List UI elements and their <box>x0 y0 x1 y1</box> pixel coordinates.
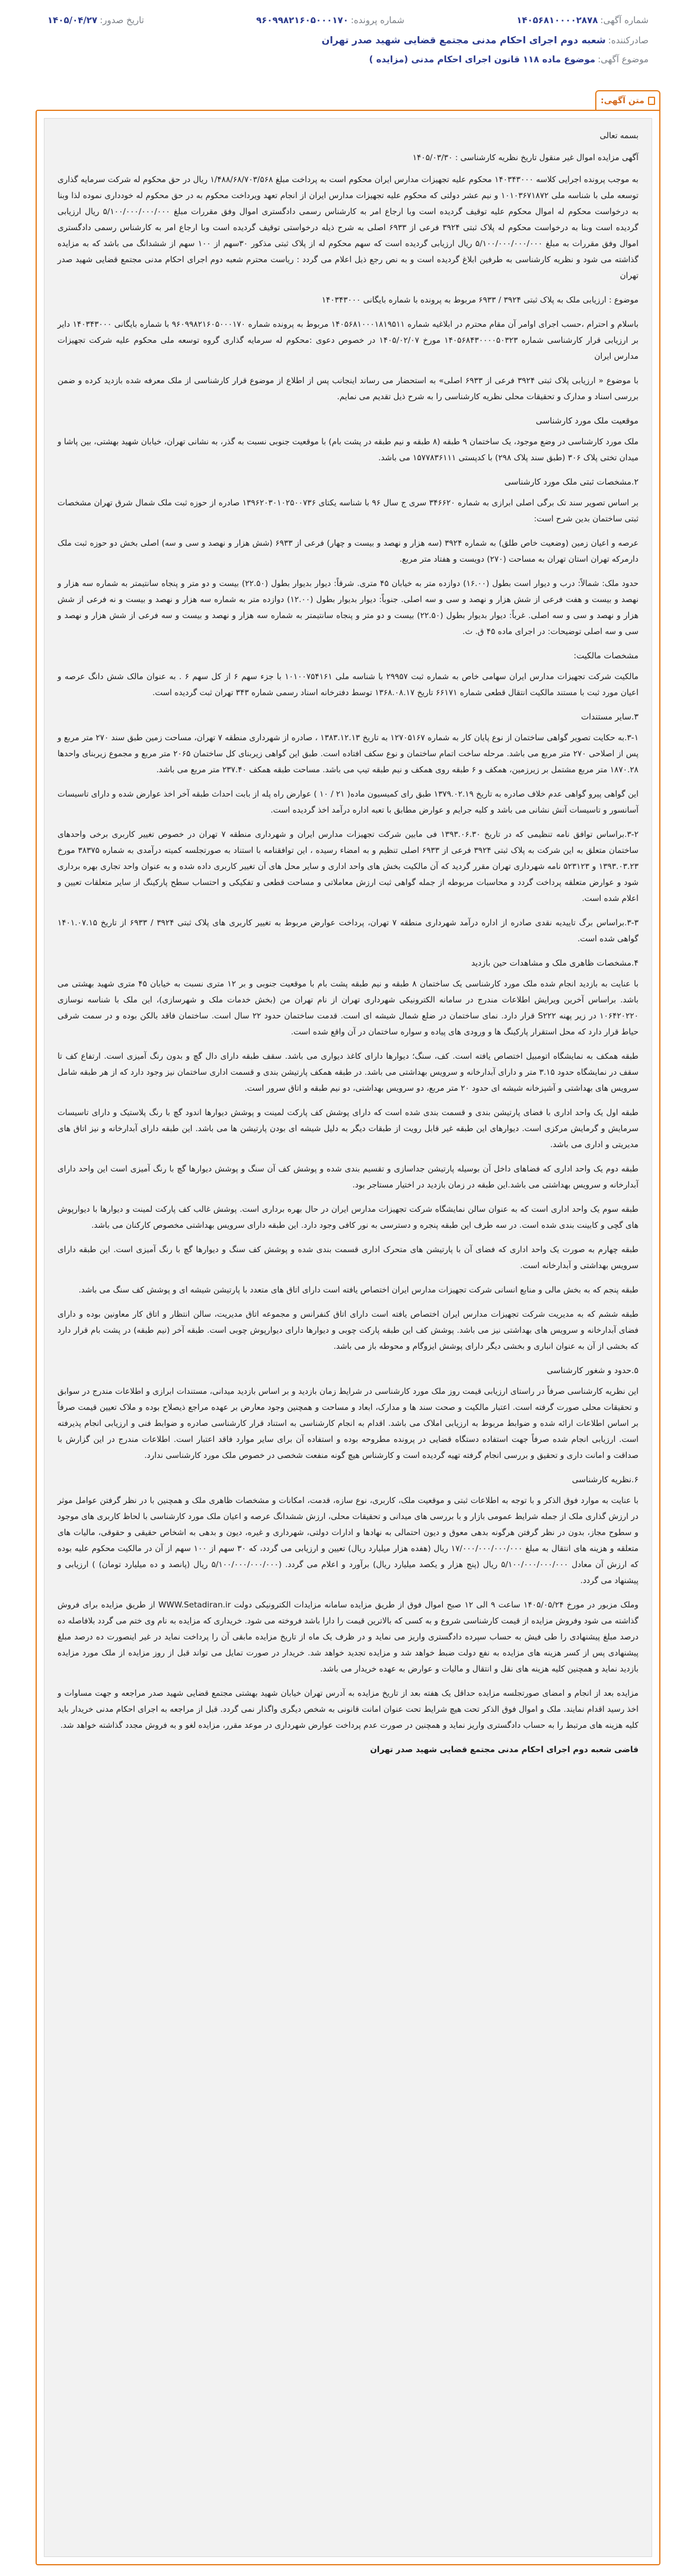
section-location-heading: موقعیت ملک مورد کارشناسی <box>535 416 638 426</box>
paragraph-doc-1: ۳-۱.به حکایت تصویر گواهی ساختمان از نوع پایان کار به شماره ۱۲۷۰۵۱۶۷ به تاریخ ۱۳۸۳.۱۲.۱۳ ، صادره از شهرداری منطقه ۷ تهران، مساحت زمین طبق سند ۲۷۰ متر مربع و پس از اصلاحی ۲۷۰ متر مربع می باشد. مرحله ساخت اتمام ساختمان و نوع سکف افتاده است. طبق این گواهی زیربنای کل ساختمان ۲۰۶۵ متر مربع و مجموع زیربنای واحدها ۱۸۷۰.۲۸ متر مربع مشتمل بر زیرزمین، همکف و ۶ طبقه روی همکف و نیم طبقه تیپ می باشد. مساحت طبقه همکف ۲۳۷.۴۰ متر مربع می باشد. <box>58 733 638 775</box>
header-row-1 <box>47 11 649 30</box>
issuer-value: شعبه دوم اجرای احکام مدنی مجتمع قضایی شهید صدر تهران <box>321 34 606 46</box>
paragraph-doc-2: این گواهی پیرو گواهی عدم خلاف صادره به تاریخ ۱۳۷۹.۰۲.۱۹ طبق رای کمیسیون ماده( ۲۱ / ۱۰ ) عوارض راه پله از بابت احداث طبقه آخر اخذ عوارض شده و دارای تاسیسات آسانسور و تاسیسات آتش نشانی می باشد و کلیه جرایم و عوارض مطابق با تعبه اداره درآمد اخذ گردیده است. <box>58 789 638 815</box>
paragraph-floor-4: طبقه چهارم به صورت یک واحد اداری که فضای آن با پارتیشن های متحرک اداری قسمت بندی شده و پوشش کف سنگ و دیوارها گچ با رنگ آمیزی است. این طبقه دارای سرویس بهداشتی و آبدارخانه است. <box>58 1245 638 1271</box>
paragraph-inspection: با عنایت به بازدید انجام شده ملک مورد کارشناسی یک ساختمان ۸ طبقه و نیم طبقه پشت بام با موقعیت جنوبی و بر ۱۲ متری نسبت به خیابان ۴۵ متری شهید بهشتی می باشد. براساس آخرین ویرایش اطلاعات مندرج در سامانه الکترونیکی شهرداری تهران از نام تهران من (بخش خدمات ملک و شهرسازی)، این ملک با شناسه نوسازی ۱۰۶۴۲۰۲۲۰ در زیر پهنه S۲۲۲ قرار دارد. نمای ساختمان در ضلع شمال شیشه ای است. قدمت ساختمان حدود ۲۲ سال است. ساختمان فاقد بالکن بوده و در سمت شرقی حیاط قرار دارد که محل استقرار پارکینگ ها و ورودی های پیاده و سواره ساختمان در آن واقع شده است. <box>58 979 638 1037</box>
paragraph-floor-2: طبقه دوم یک واحد اداری که فضاهای داخل آن بوسیله پارتیشن جداسازی و تقسیم بندی شده و پوشش کف آن سنگ و پوشش دیوارها گچ با رنگ آمیزی است این واحد دارای آبدارخانه و سرویس بهداشتی می باشد.این طبقه در زمان بازدید در اختیار مستاجر بود. <box>58 1164 638 1190</box>
notice-text-tab-label: متن آگهی: <box>601 96 644 106</box>
paragraph-floor-3: طبقه سوم یک واحد اداری است که به عنوان سالن نمایشگاه شرکت تجهیزات مدارس ایران در حال بهره برداری است. پوشش غالب کف پارکت لمینت و دیوارها با دیوارپوش های گچی و کابینت بندی شده است. در سه طرف این طبقه پنجره و دسترسی به نور کافی وجود دارد. این طبقه دارای سرویس بهداشتی مخصوص کارکنان می باشد. <box>58 1205 638 1230</box>
paragraph-opinion: با عنایت به موارد فوق الذکر و با توجه به اطلاعات ثبتی و موقعیت ملک، کاربری، نوع سازه، قدمت، امکانات و مشخصات ظاهری ملک و همچنین با در نظر گرفتن عوامل موثر در ارزش گذاری ملک از جمله شرایط عمومی بازار و با بررسی های میدانی و تحقیقات محلی، ارزش ششدانگ عرصه و اعیان ملک مورد کارشناسی با لحاظ کاربری های موجود و سطوح مجاز، بدون در نظر گرفتن هرگونه بدهی معوق و دیون احتمالی به نهادها و ادارات دولتی، شهرداری و غیره، دیون و بدهی به اشخاص حقیقی و حقوقی، مالیات های متعلقه و هزینه های انتقال به مبلغ ۱۷/۰۰۰/۰۰۰/۰۰۰/۰۰۰ ریال (هفده هزار میلیارد ریال) تعیین و ارزیابی می گردد، که ۳۰ سهم از ۱۰۰ سهم از آن در مالکیت محکوم علیه بوده که ارزش آن معادل ۵/۱۰۰/۰۰۰/۰۰۰/۰۰۰ ریال (پنج هزار و یکصد میلیارد ریال) برآورد و اعلام می گردد. (۵/۱۰۰/۰۰۰/۰۰۰/۰۰۰ ریال (پانصد و ده میلیارد تومان) ) ارزیابی و پیشنهاد می گردد. <box>58 1496 639 1585</box>
paragraph-floor-6: طبقه ششم که به مدیریت شرکت تجهیزات مدارس ایران اختصاص یافته است دارای اتاق کنفرانس و مجموعه اتاق مدیریت، سالن انتظار و اتاق کار معاونین بوده و دارای فضای آبدارخانه و سرویس های بهداشتی نیز می باشد. پوشش کف این طبقه پارکت چوبی و دیوارها دارای دیوارپوش چوبی است. طبقه آخر (نیم طبقه) در پشت بام قرار دارد که بخشی از آن به عنوان انباری و بخشی دیگر دارای پوشش ایزوگام و محوطه باز می باشد. <box>58 1310 638 1351</box>
issue-date-label: تاریخ صدور: <box>100 15 144 26</box>
section-inspection-heading: ۴.مشخصات ظاهری ملک و مشاهدات حین بازدید <box>471 959 638 968</box>
issuer-label: صادرکننده: <box>608 35 649 46</box>
issue-date-value: ۱۴۰۵/۰۴/۲۷ <box>47 15 98 26</box>
paragraph-greeting: باسلام و احترام ،حسب اجرای اوامر آن مقام محترم در ابلاغیه شماره ۱۴۰۵۶۸۱۰۰۰۱۸۱۹۵۱۱ مربوط به پرونده شماره ۹۶۰۹۹۸۲۱۶۰۵۰۰۰۱۷۰ با شماره بایگانی ۱۴۰۳۴۳۰۰۰ دایر بر ارزیابی قرار کارشناسی شماره ۱۴۰۵۶۸۴۳۰۰۰۰۵۰۳۲۳ مورخ ۱۴۰۵/۰۲/۰۷ در خصوص دعوی :محکوم له سرمایه گذاری گروه توسعه ملی محکوم علیه شرکت تجهیزات مدارس ایران <box>58 320 638 361</box>
issuer <box>322 31 649 50</box>
paragraph-floor-5: طبقه پنجم که به بخش مالی و منابع انسانی شرکت تجهیزات مدارس ایران اختصاص یافته است دارای اتاق های متعدد با پارتیشن شیشه ای و پوشش کف سنگ می باشد. <box>78 1285 638 1295</box>
paragraph-intro: به موجب پرونده اجرایی کلاسه ۱۴۰۳۴۳۰۰۰ محکوم علیه تجهیزات مدارس ایران محکوم است به پرداخت مبلغ ۱/۴۸۸/۶۸/۷۰۳/۵۶۸ ریال در حق محکوم له شرکت سرمایه گذاری توسعه ملی با شناسه ملی ۱۰۱۰۳۶۷۱۸۷۲ و نیم عشر دولتی که محکوم علیه تجهیزات مدارس ایران از انجام تعهد ویرداخت محکوم به در حق محکوم له خودداری نموده لذا وبنا به درخواست محکوم له اموال محکوم علیه توقیف گردیده است وبا ارجاع امر به کارشناس رسمی دادگستری اموال وفق مقررات مبلغ ۵/۱۰۰/۰۰۰/۰۰۰/۰۰۰ ریال ارزیابی گردیده است وبنا به درخواست محکوم له پلاک ثبتی ۳۹۲۴ فرعی از ۶۹۳۳ اصلی به شرح ذیله درخواستی توقیف گردیده است وبا ارجاع امر به کارشناس رسمی دادگستری اموال وفق مقررات به مبلغ ۵/۱۰۰/۰۰۰/۰۰۰/۰۰۰ ریال ارزیابی گردیده است که سهم محکوم له از پلاک ثبتی مذکور ۳۰سهم از ۱۰۰ سهم از ششدانگ می باشد که به مزایده گذاشته می شود و نظریه کارشناسی به طرفین ابلاغ گردیده است و به نص رجع ذیل اعلام می گردد : ریاست محترم شعبه دوم اجرای احکام مدنی مجتمع قضایی شهید صدر تهران <box>58 175 639 281</box>
document-icon <box>648 97 655 105</box>
paragraph-ownership: مالکیت شرکت تجهیزات مدارس ایران سهامی خاص به شماره ثبت ۲۹۹۵۷ با شناسه ملی ۱۰۱۰۰۷۵۴۱۶۱ با جزء سهم ۶ از کل سهم ۶ . به عنوان مالک شش دانگ عرصه و اعیان مورد ثبت با مستند مالکیت انتقال قطعی شماره ۶۶۱۷۱ تاریخ ۱۳۶۸.۰۸.۱۷ توسط دفترخانه اسناد رسمی شماره ۳۴۳ تهران ثبت گردیده است. <box>58 672 638 698</box>
paragraph-registry: بر اساس تصویر سند تک برگی اصلی ابرازی به شماره ۳۴۶۶۲۰ سری ج سال ۹۶ با شناسه یکتای ۱۳۹۶۲۰۳۰۱۰۲۵۰۰۷۳۶ صادره از حوزه ثبت ملک شمال شرق تهران مشخصات ثبتی ساختمان بدین شرح است: <box>58 498 639 524</box>
section-scope-heading: ۵.حدود و شغور کارشناسی <box>547 1366 638 1375</box>
subject-value: موضوع ماده ۱۱۸ قانون اجرای احکام مدنی (مزایده ) <box>369 54 596 65</box>
paragraph-land: عرصه و اعیان زمین (وضعیت خاص طلق) به شماره ۳۹۲۴ (سه هزار و نهصد و بیست و چهار) فرعی از ۶۹۳۳ (شش هزار و نهصد و سی و سه) اصلی بخش دو حوزه ثبت ملک دارمرکه تهران استان تهران به مساحت (۲۷۰) دویست و هفتاد متر مربع. <box>58 539 638 564</box>
header-row-2 <box>47 31 649 50</box>
signature-line: قاضی شعبه دوم اجرای احکام مدنی مجتمع قضایی شهید صدر تهران <box>370 1745 638 1755</box>
notice-number-label: شماره آگهی: <box>600 15 649 26</box>
paragraph-boundaries: حدود ملک: شمالاً: درب و دیوار است بطول (۱۶.۰۰) دوازده متر به خیابان ۴۵ متری. شرقاً: دیوار بدیوار بطول (۲۲.۵۰) بیست و دو متر و پنجاه سانتیمتر به شماره سه هزار و نهصد و بیست و هفت فرعی از شش هزار و نهصد و سی و سه اصلی. جنوباً: دیوار بدیوار بطول (۱۲.۰۰) دوازده متر به شماره سه هزار و نهصد و بیست و نه فرعی از شش هزار و نهصد و سی و سه اصلی. غرباً: دیوار بدیوار بطول (۲۲.۵۰) بیست و دو متر و پنجاه سانتیمتر به شماره سه هزار و نهصد و بیست و سه فرعی از شش هزار و نهصد و سی و سه اصلی توضیحات: در اجرای ماده ۴۵ ق. ث. <box>58 579 639 636</box>
paragraph-location: ملک مورد کارشناسی در وضع موجود، یک ساختمان ۹ طبقه (۸ طبقه و نیم طبقه در پشت بام) با موقعیت جنوبی نسبت به گذر، به نشانی تهران، خیابان شهید بهشتی، بین پاشا و میدان تختی پلاک ۳۰۶ (طبق سند پلاک ۲۹۸) با کدپستی ۱۵۷۷۸۳۶۱۱۱ می باشد. <box>58 437 638 463</box>
header-row-3 <box>47 50 649 69</box>
paragraph-floor-1: طبقه اول یک واحد اداری با فضای پارتیشن بندی و قسمت بندی شده است که دارای پوشش کف پارکت لمینت و پوشش دیوارها اندود گچ با رنگ پلاستیک و دارای تاسیسات سرمایش و گرمایش مرکزی است. دیوارهای این طبقه غیر قابل رویت از طبقات دیگر به دلیل شیشه ای بودن پارتیشن ها می باشد. این طبقه دارای آبدارخانه و نیز اتاق های مدیریتی و اداری می باشد. <box>58 1108 638 1150</box>
paragraph-scope: این نظریه کارشناسی صرفاً در راستای ارزیابی قیمت روز ملک مورد کارشناسی در شرایط زمان بازدید و بر اساس بازدید میدانی، مستندات ابرازی و اطلاعات مندرج در سوابق و تحقیقات محلی صورت گرفته است. اعتبار مالکیت و صحت سند ها و مدارک، ابعاد و مساحت و همچنین وجود معارض بر عهده مراجع ذیصلاح بوده و ملاک تعیین قیمت صرفاً بر اساس اطلاعات ارائه شده و ضوابط مربوط به ارزیابی املاک می باشد. اقدام به انجام کارشناسی به استناد قرار کارشناسی صادره و ضوابط فنی و ارزیابی انجام پذیرفته است. ارزیابی انجام شده صرفاً جهت استفاده دستگاه قضایی در پرونده مطروحه بوده و استفاده آن برای سایر موارد فاقد اعتبار است. اطلاعات مندرج در این گزارش با صداقت و امانت داری و تحقیق و بررسی انجام گرفته تهیه گردیده است و کارشناس هیچ گونه منفعت شخصی در خصوص ملک مورد کارشناسی ندارد. <box>58 1387 638 1460</box>
notice-number-value: ۱۴۰۵۶۸۱۰۰۰۰۲۸۷۸ <box>516 15 598 26</box>
paragraph-subject: موضوع : ارزیابی ملک به پلاک ثبتی ۳۹۲۴ / ۶۹۳۳ مربوط به پرونده با شماره بایگانی ۱۴۰۳۴۳۰۰۰ <box>321 295 638 305</box>
paragraph-auction-closing: مزایده بعد از انجام و امضای صورتجلسه مزایده حداقل یک هفته بعد از تاریخ مزایده به آدرس تهران خیابان شهید بهشتی مجتمع قضایی شهید صدر مراجعه و جهت مساوات و اخذ رسید اقدام نمایند. ملک و اموال فوق الذکر تحت هیچ شرایط تحت عنوان امانت قانونی به شخص دیگری واگذار نمی گردد. قبل از مراجعه به اجرای احکام مدنی خریدار باید کلیه هزینه های مرتبط را به حساب دادگستری واریز نماید و همچنین در صورت عدم پرداخت عوارض شهرداری در موعد مقرر، مزایده لغو و به فروش مجدد گذاشته خواهد شد. <box>58 1689 638 1730</box>
paragraph-ground-floor: طبقه همکف به نمایشگاه اتومبیل اختصاص یافته است. کف، سنگ؛ دیوارها دارای کاغذ دیواری می باشد. سقف طبقه دارای دال گچ و بدون رنگ آمیزی است. ارتفاع کف تا سقف در نمایشگاه حدود ۳.۱۵ متر و دارای آبدارخانه و سرویس بهداشتی می باشد. در طبقه همکف پارتیشن بندی و قسمت اداری ساختمان نیز وجود دارد که از هر طبقه شامل سرویس های بهداشتی و آشپزخانه شیشه ای حدود ۲۰ متر مربع، دو سرویس بهداشتی، دو نیم طبقه و اتاق سرور است. <box>58 1052 638 1093</box>
section-ownership-heading: مشخصات مالکیت: <box>573 651 638 661</box>
case-number-value: ۹۶۰۹۹۸۲۱۶۰۵۰۰۰۱۷۰ <box>256 15 349 26</box>
notice-text-tab[interactable] <box>595 90 660 110</box>
subject-label: موضوع آگهی: <box>598 54 649 65</box>
case-number <box>256 11 404 30</box>
section-registry-heading: ۲.مشخصات ثبتی ملک مورد کارشناسی <box>504 477 638 487</box>
notice-number <box>516 11 649 30</box>
notice-body <box>44 118 652 2557</box>
section-opinion-heading: ۶.نظریه کارشناسی <box>572 1475 638 1485</box>
paragraph-topic: با موضوع « ارزیابی پلاک ثبتی ۳۹۲۴ فرعی از ۶۹۳۳ اصلی» به استحضار می رساند اینجانب پس از اطلاع از موضوع قرار کارشناسی از ملک معرفه شده بازدید کرده و ضمن بررسی اسناد و مدارک و تحقیقات محلی نظریه کارشناسی را به شرح ذیل تقدیم می نمایم. <box>58 376 638 402</box>
auction-heading-line: آگهی مزایده اموال غیر منقول تاریخ نظریه کارشناسی : ۱۴۰۵/۰۳/۳۰ <box>412 153 638 163</box>
notice-header <box>0 0 696 86</box>
notice-text-panel <box>36 110 660 2565</box>
paragraph-doc-3: ۳-۲.براساس توافق نامه تنظیمی که در تاریخ ۱۳۹۳.۰۶.۳۰ فی مابین شرکت تجهیزات مدارس ایران و شهرداری منطقه ۷ تهران در خصوص تغییر کاربری برخی واحدهای ساختمان متعلق به این شرکت به پلاک ثبتی ۳۹۲۴ فرعی از ۶۹۳۳ اصلی تنظیم و به امضاء رسیده ، این توافقنامه با استناد به صورتجلسه کمیته درآمدی به شماره ۳۸۳۷۵ مورخ ۱۳۹۳.۰۳.۲۳ و ۵۲۳۱۲۳ نامه شهرداری تهران مقرر گردید که آن مالکیت بخش های واحد اداری و سایر محل های آن تغییر کاربری داده شده و به عنوان واحد تجاری بهره برداری شود و عوارض متعلقه پرداخت گردد و محاسبات مربوطه از جمله گواهی ثبت ارزش معاملاتی و مساحت قطعی و تفکیکی و احتساب سطح پارکینگ از سایر متعلقات تعیین و اعلام شده است. <box>58 830 639 903</box>
case-number-label: شماره پرونده: <box>350 15 405 26</box>
subject <box>369 50 649 69</box>
section-documents-heading: ۳.سایر مستندات <box>581 712 638 722</box>
paragraph-doc-4: ۳-۳.براساس برگ تاییدیه نقدی صادره از اداره درآمد شهرداری منطقه ۷ تهران، پرداخت عوارض مربوط به تغییر کاربری های پلاک ثبتی ۳۹۲۴ / ۶۹۳۳ از تاریخ ۱۴۰۱.۰۷.۱۵ گواهی شده است. <box>58 918 638 944</box>
paragraph-auction-terms: وملک مزبور در مورخ ۱۴۰۵/۰۵/۲۴ ساعت ۹ الی ۱۲ صبح اموال فوق از طریق مزایده سامانه مزایدات الکترونیکی دولت WWW.Setadiran.ir از طریق مزایده برای فروش گذاشته می شود وفروش مزایده از قیمت کارشناسی شروع و به کسی که بالاترین قیمت را دارا باشد فروخته می شود. خریداری که مزایده به نام وی ختم می گردد بلافاصله ده درصد مبلغ پیشنهادی را طی فیش به حساب سپرده دادگستری واریز می نماید و در ظرف یک ماه از تاریخ مزایده مابقی آن را پرداخت نماید در غیر اینصورت ده درصد مبلغ پیشنهادی پس از کسر هزینه های مزایده به نفع دولت ضبط خواهد شد و مزایده تجدید خواهد شد. خریدار در صورت تمایل می تواند قبل از روز مزایده از ملک مورد مزایده بازدید نماید و همچنین کلیه هزینه های نقل و انتقال و مالیات و عوارض به عهده خریدار می باشد. <box>58 1600 638 1674</box>
basmala: بسمه تعالی <box>599 131 638 141</box>
issue-date <box>47 11 144 30</box>
